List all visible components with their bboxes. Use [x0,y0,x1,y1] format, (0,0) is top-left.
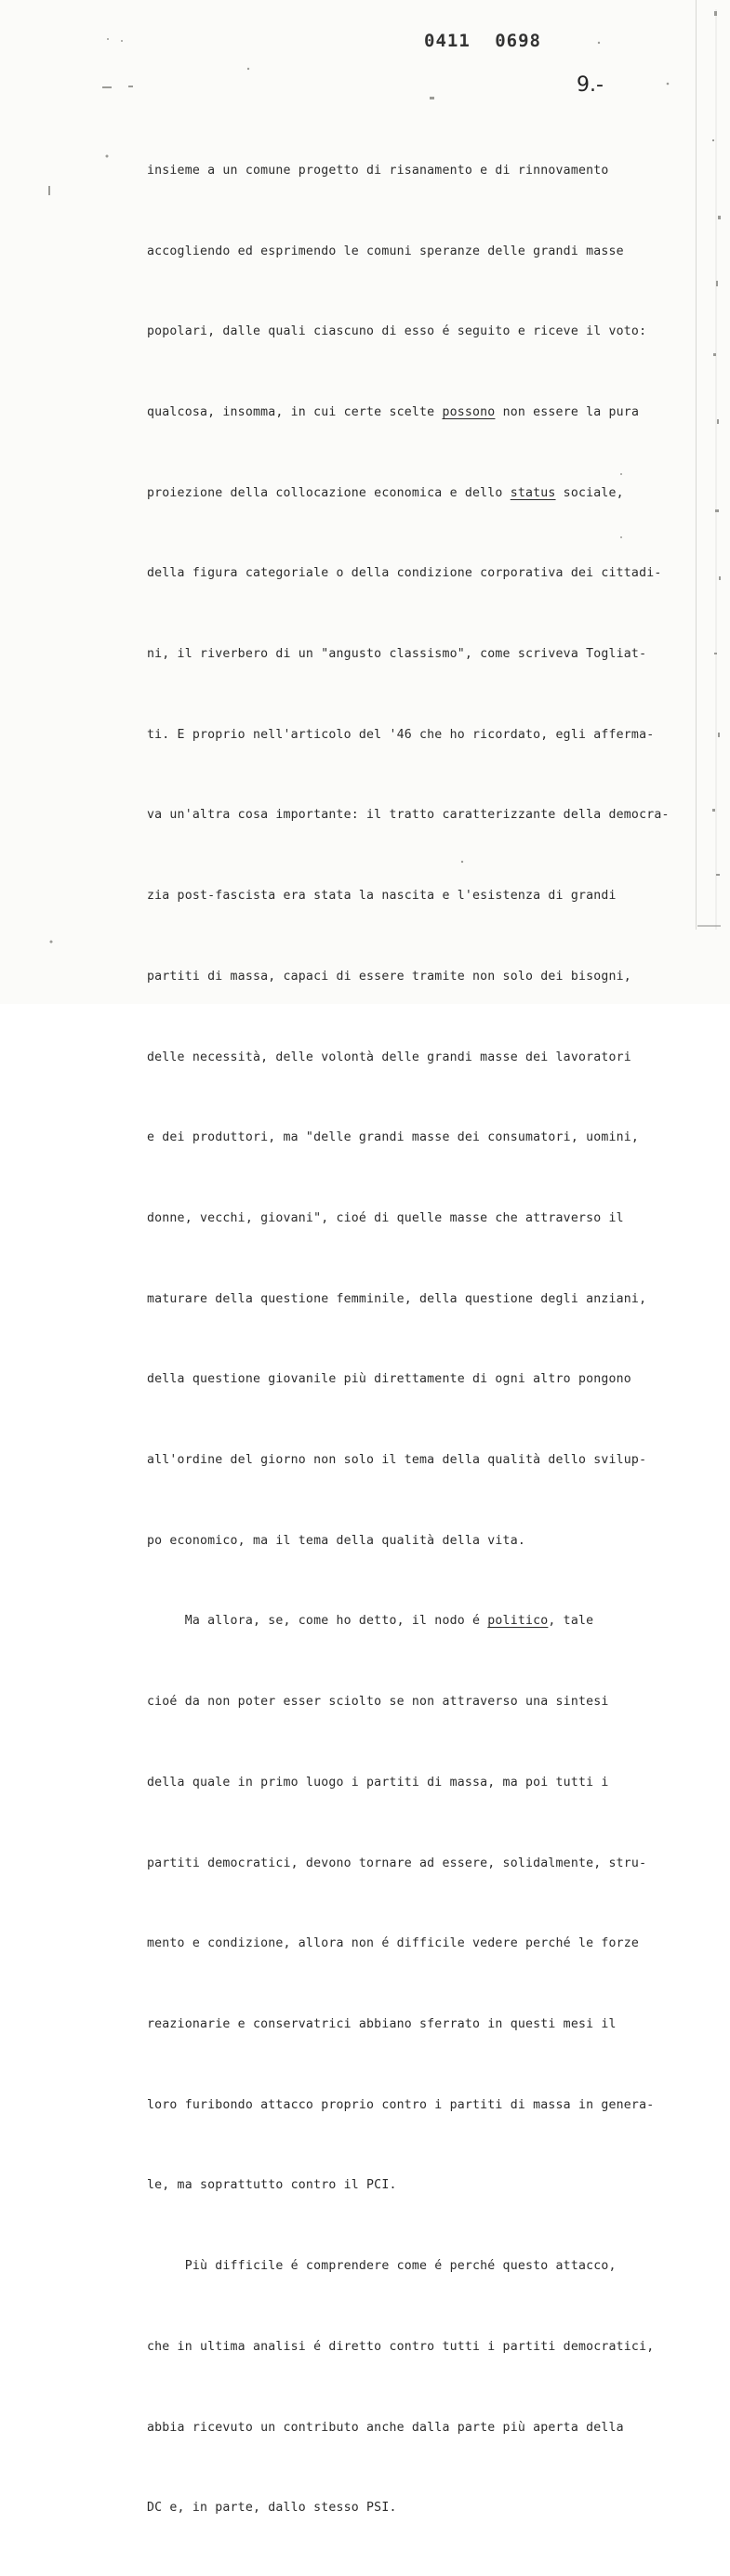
text-line: ni, il riverbero di un "angusto classismo", come scriveva Togliat- [147,647,647,662]
text-line: mento e condizione, allora non é difficile vedere perché le forze [147,1936,640,1951]
text-line: donne, vecchi, giovani", cioé di quelle masse che attraverso il [147,1210,624,1225]
text-line: accogliendo ed esprimendo le comuni speranze delle grandi masse [147,244,624,258]
text-line: Più difficile é comprendere come é perché questo attacco, [147,2259,617,2274]
text-line: insieme a un comune progetto di risanamento e di rinnovamento [147,163,609,178]
text-line: DC e, in parte, dallo stesso PSI. [147,2501,397,2516]
text-line: Ma allora, se, come ho detto, il nodo é politico, tale [147,1614,594,1629]
text-line: e dei produttori, ma "delle grandi masse dei consumatori, uomini, [147,1130,640,1145]
text-line: della quale in primo luogo i partiti di massa, ma poi tutti i [147,1775,609,1790]
text-line: ti. E proprio nell'articolo del '46 che ho ricordato, egli afferma- [147,727,655,742]
text-line: partiti democratici, devono tornare ad essere, solidalmente, stru- [147,1856,647,1870]
document-number: 0411 0698 [424,31,541,51]
text-line: proiezione della collocazione economica e dello status sociale, [147,485,624,500]
text-line: po economico, ma il tema della qualità della vita. [147,1533,525,1548]
scan-specks [0,0,730,1004]
text-line: che in ultima analisi é diretto contro tutti i partiti democratici, [147,2339,655,2354]
underlined-word: possono [442,404,496,419]
text-line: abbia ricevuto un contributo anche dalla parte più aperta della [147,2420,624,2435]
text-line: della figura categoriale o della condizione corporativa dei cittadi- [147,566,662,581]
text-line: delle necessità, delle volontà delle grandi masse dei lavoratori [147,1050,631,1064]
text-line: zia post-fascista era stata la nascita e l'esistenza di grandi [147,889,617,904]
text-line: qualcosa, insomma, in cui certe scelte possono non essere la pura [147,404,640,419]
text-line: loro furibondo attacco proprio contro i partiti di massa in genera- [147,2097,655,2112]
text-line: le, ma soprattutto contro il PCI. [147,2178,397,2193]
text-line: popolari, dalle quali ciascuno di esso é seguito e riceve il voto: [147,324,647,339]
text-line: della questione giovanile più direttamente di ogni altro pongono [147,1372,631,1387]
text-line: maturare della questione femminile, della questione degli anziani, [147,1291,647,1306]
underlined-word: status [510,485,556,500]
text-line: va un'altra cosa importante: il tratto caratterizzante della democra- [147,808,670,823]
text-line: all'ordine del giorno non solo il tema della qualità dello svilup- [147,1453,647,1468]
text-line: reazionarie e conservatrici abbiano sferrato in questi mesi il [147,2016,617,2031]
underlined-word: politico [487,1614,549,1629]
page-number: 9.- [577,73,604,97]
text-line: cioé da non poter esser sciolto se non attraverso una sintesi [147,1695,609,1710]
text-line: partiti di massa, capaci di essere tramite non solo dei bisogni, [147,969,631,984]
